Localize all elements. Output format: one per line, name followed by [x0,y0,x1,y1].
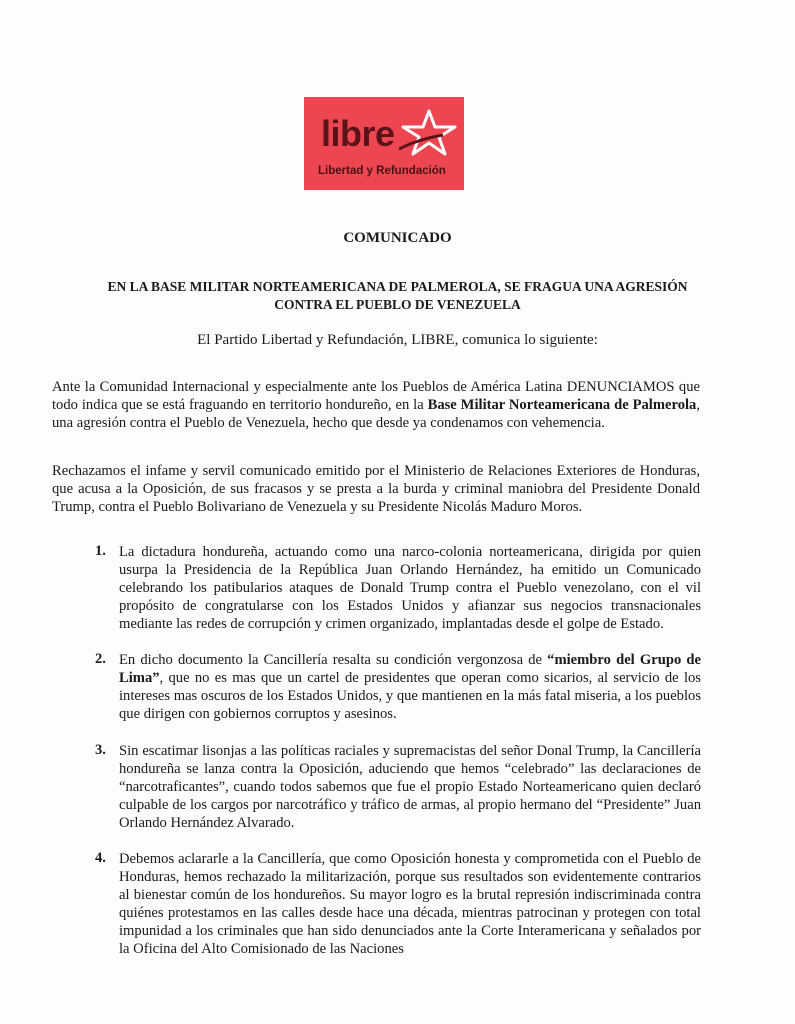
logo-wordmark: libre [321,113,395,154]
star-icon [399,109,457,157]
paragraph-1-text-b: , una agresión contra el Pueblo de Venezuela, hecho que desde ya condenamos con vehemencia. [52,397,701,431]
list-item-bold: “miembro del Grupo de Lima” [119,652,701,686]
subtitle-line-1: EN LA BASE MILITAR NORTEAMERICANA DE PALMEROLA, SE FRAGUA UNA AGRESIÓN [107,279,688,294]
document-subtitle [60,278,735,314]
document-title: COMUNICADO [343,230,452,246]
paragraph-1-bold: Base Militar Norteamericana de Palmerola [427,397,697,413]
list-item-number: 3. [95,742,106,758]
libre-logo [304,97,464,190]
list-item-text-b: , que no es mas que un cartel de presidentes que operan como sicarios, al servicio de los intereses mas oscuros de los Estados Unidos, y que mantienen en la más fatal miseria, a los pueblos que dirigen con gobiernos corruptos y asesinos. [119,670,701,722]
list-item-number: 1. [95,543,106,559]
intro-sentence: El Partido Libertad y Refundación, LIBRE, comunica lo siguiente: [197,332,598,348]
paragraph-1-text-a: Ante la Comunidad Internacional y especialmente ante los Pueblos de América Latina DENUNCIAMOS que todo indica que se está fraguando en territorio hondureño, en la [52,379,700,413]
list-item-text: Debemos aclararle a la Cancillería, que como Oposición honesta y comprometida con el Pueblo de Honduras, hemos rechazado la militarización, porque sus resultados son evidentemente contrarios al bienestar común de los hondureños. Su mayor logro es la brutal represión indiscriminada contra quiénes protestamos en las calles desde hace una década, mientras patrocinan y protegen con total impunidad a los criminales que han sido denunciados ante la Corte Interamericana y señalados por la Oficina del Alto Comisionado de las Naciones [119,851,701,957]
logo-tagline: Libertad y Refundación [318,165,446,177]
paragraph-2: Rechazamos el infame y servil comunicado emitido por el Ministerio de Relaciones Exteriores de Honduras, que acusa a la Oposición, de sus fracasos y se presta a la burda y criminal maniobra del Presidente Donald Trump, contra el Pueblo Bolivariano de Venezuela y su Presidente Nicolás Maduro Moros. [52,463,700,515]
paragraph-1 [52,378,700,432]
list-item-number: 4. [95,850,106,866]
list-item-text [119,651,701,723]
list-item-text: Sin escatimar lisonjas a las políticas raciales y supremacistas del señor Donal Trump, la Cancillería hondureña se lanza contra la Oposición, aduciendo que hemos “celebrado” las declaraciones de “narcotraficantes”, cuando todos sabemos que fue el propio Estado Norteamericano quien declaró culpable de los cargos por narcotráfico y tráfico de armas, al propio hermano del “Presidente” Juan Orlando Hernández Alvarado. [119,743,701,831]
list-item-number: 2. [95,651,106,667]
list-item-text: La dictadura hondureña, actuando como una narco-colonia norteamericana, dirigida por quien usurpa la Presidencia de la República Juan Orlando Hernández, ha emitido un Comunicado celebrando los patibularios ataques de Donald Trump contra el Pueblo venezolano, con el vil propósito de congratularse con los Estados Unidos y afianzar sus negocios transnacionales mediante las redes de corrupción y crimen organizado, implantadas desde el golpe de Estado. [119,544,701,632]
subtitle-line-2: CONTRA EL PUEBLO DE VENEZUELA [274,297,521,312]
list-item-text-a: En dicho documento la Cancillería resalta su condición vergonzosa de [119,652,548,668]
